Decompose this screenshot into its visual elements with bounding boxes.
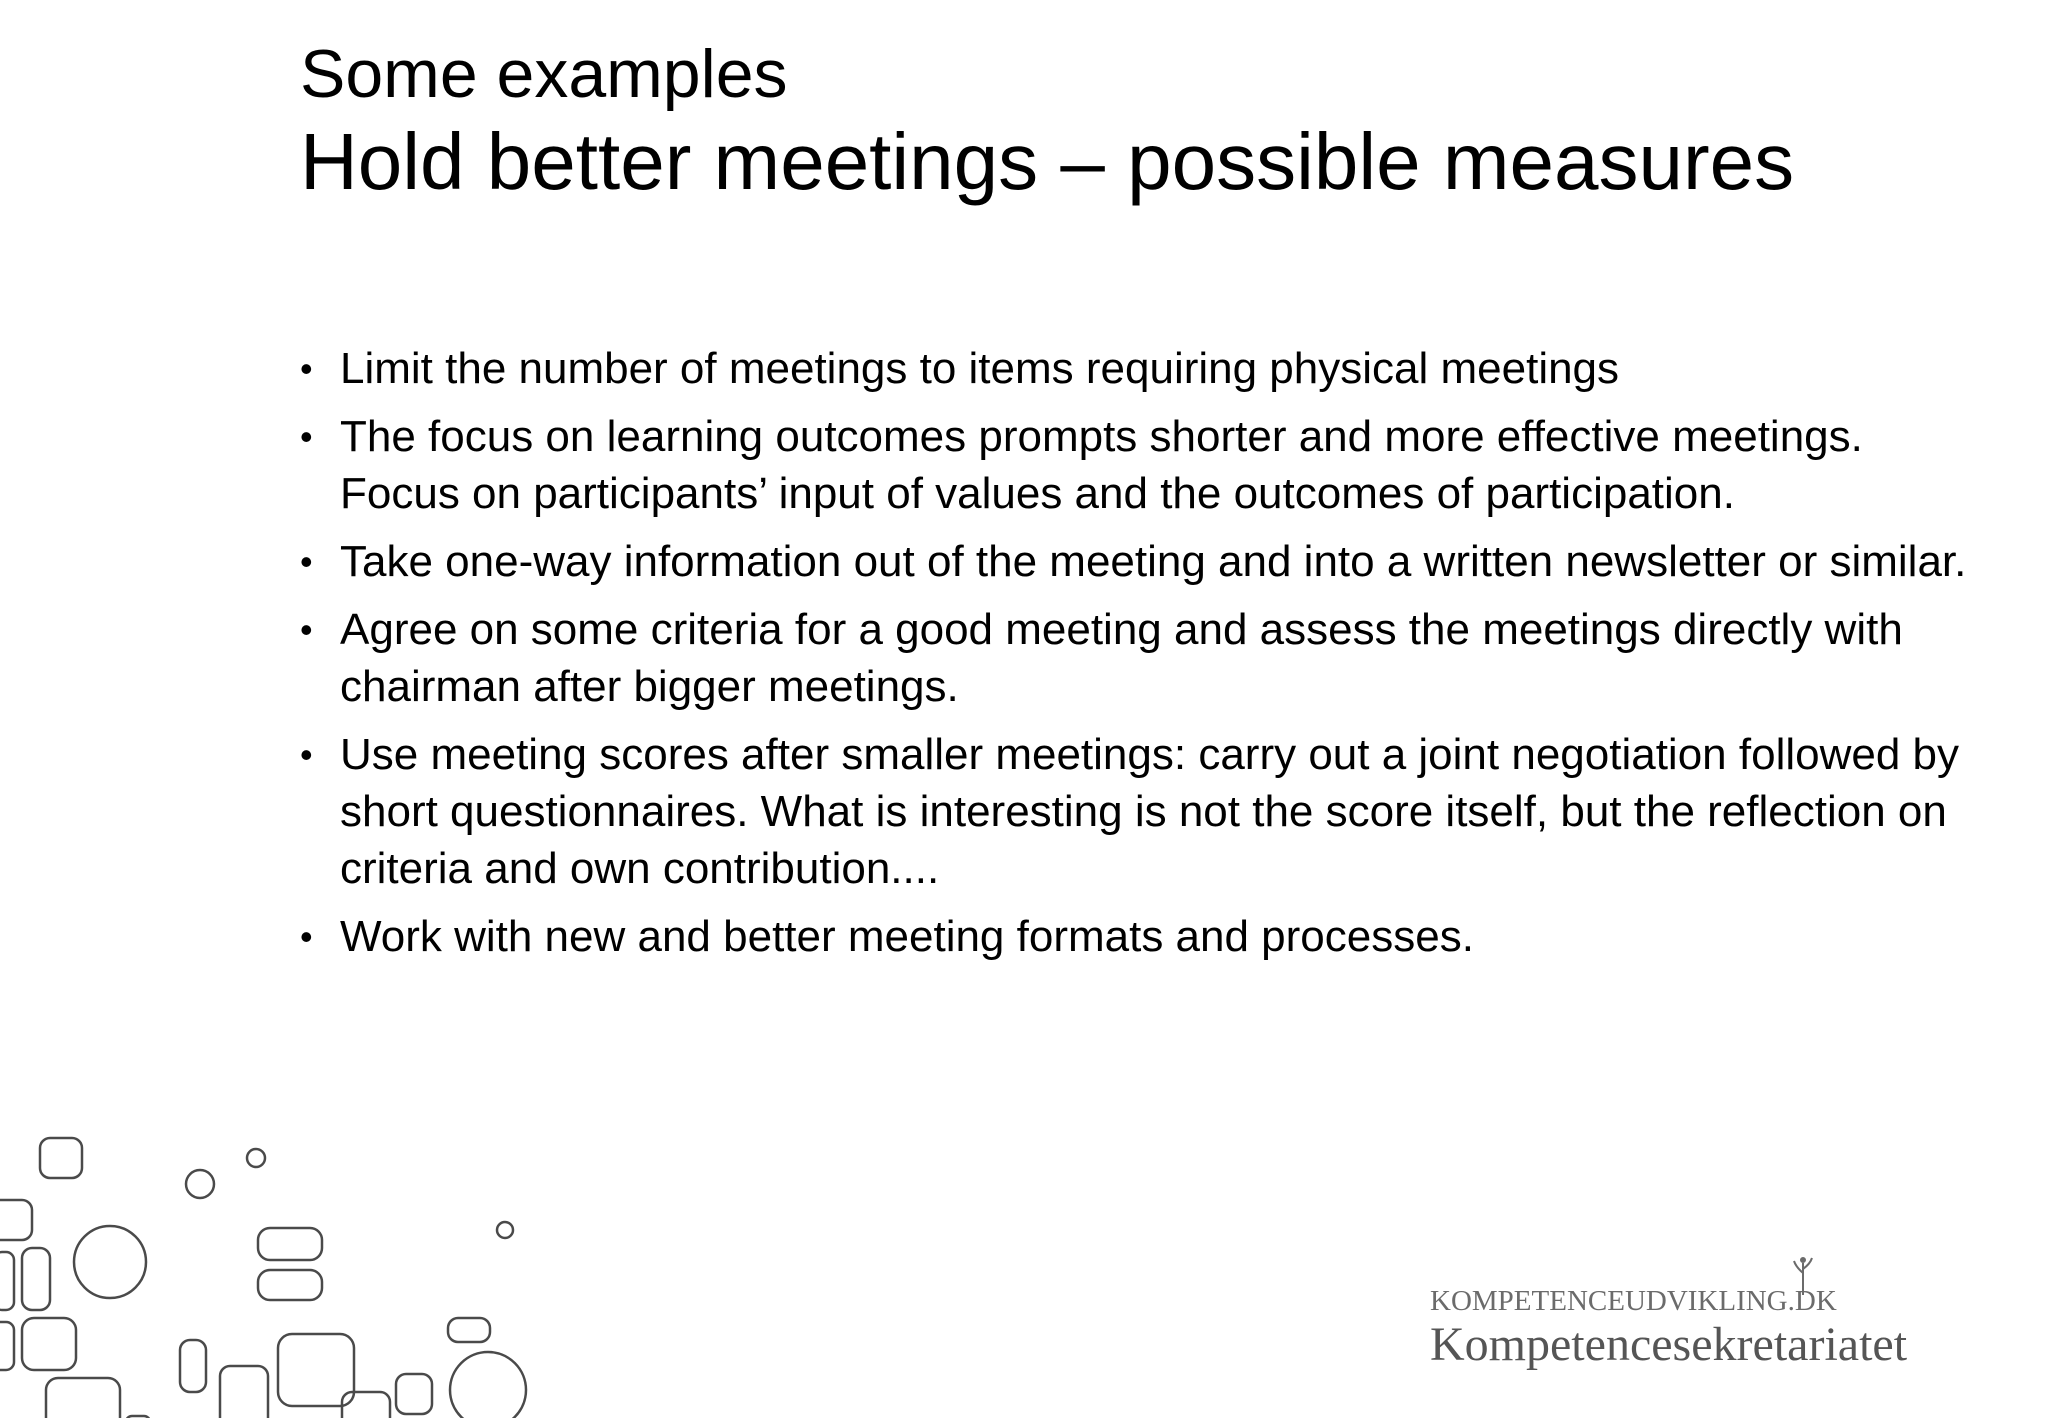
- bullet-dot: •: [300, 541, 313, 582]
- bullet-text: Take one-way information out of the meeting and into a written newsletter or similar.: [340, 537, 1967, 586]
- bullet-item: [300, 908, 1980, 965]
- bullet-text: Use meeting scores after smaller meetings: carry out a joint negotiation followed by short questionnaires. What is interesting is not the score itself, but the reflection on criteria and own contribution....: [340, 730, 1959, 893]
- organization-logo: [1430, 1255, 1970, 1371]
- bullet-item: [300, 601, 1980, 715]
- bullet-dot: •: [300, 348, 313, 389]
- bullet-list: [300, 340, 1980, 976]
- bullet-dot: •: [300, 916, 313, 957]
- slide-subtitle: Some examples: [300, 36, 788, 112]
- logo-website-text: KOMPETENCEUDVIKLING.DK: [1430, 1285, 1837, 1317]
- bullet-item: [300, 340, 1980, 397]
- bubbles-pattern-icon: [0, 1120, 560, 1418]
- bullet-item: [300, 726, 1980, 897]
- bullet-item: [300, 533, 1980, 590]
- bullet-text: Work with new and better meeting formats and processes.: [340, 912, 1474, 961]
- bullet-text: Limit the number of meetings to items requiring physical meetings: [340, 344, 1620, 393]
- bullet-dot: •: [300, 734, 313, 775]
- bullet-dot: •: [300, 416, 313, 457]
- bullet-item: [300, 408, 1980, 522]
- bullet-text: The focus on learning outcomes prompts shorter and more effective meetings. Focus on participants’ input of values and the outcomes of participation.: [340, 412, 1863, 518]
- bullet-dot: •: [300, 609, 313, 650]
- bullet-text: Agree on some criteria for a good meeting and assess the meetings directly with chairman after bigger meetings.: [340, 605, 1903, 711]
- slide-title: Hold better meetings – possible measures: [300, 117, 1795, 206]
- logo-name-text: Kompetencesekretariatet: [1430, 1318, 1908, 1371]
- title-block: [300, 34, 2000, 210]
